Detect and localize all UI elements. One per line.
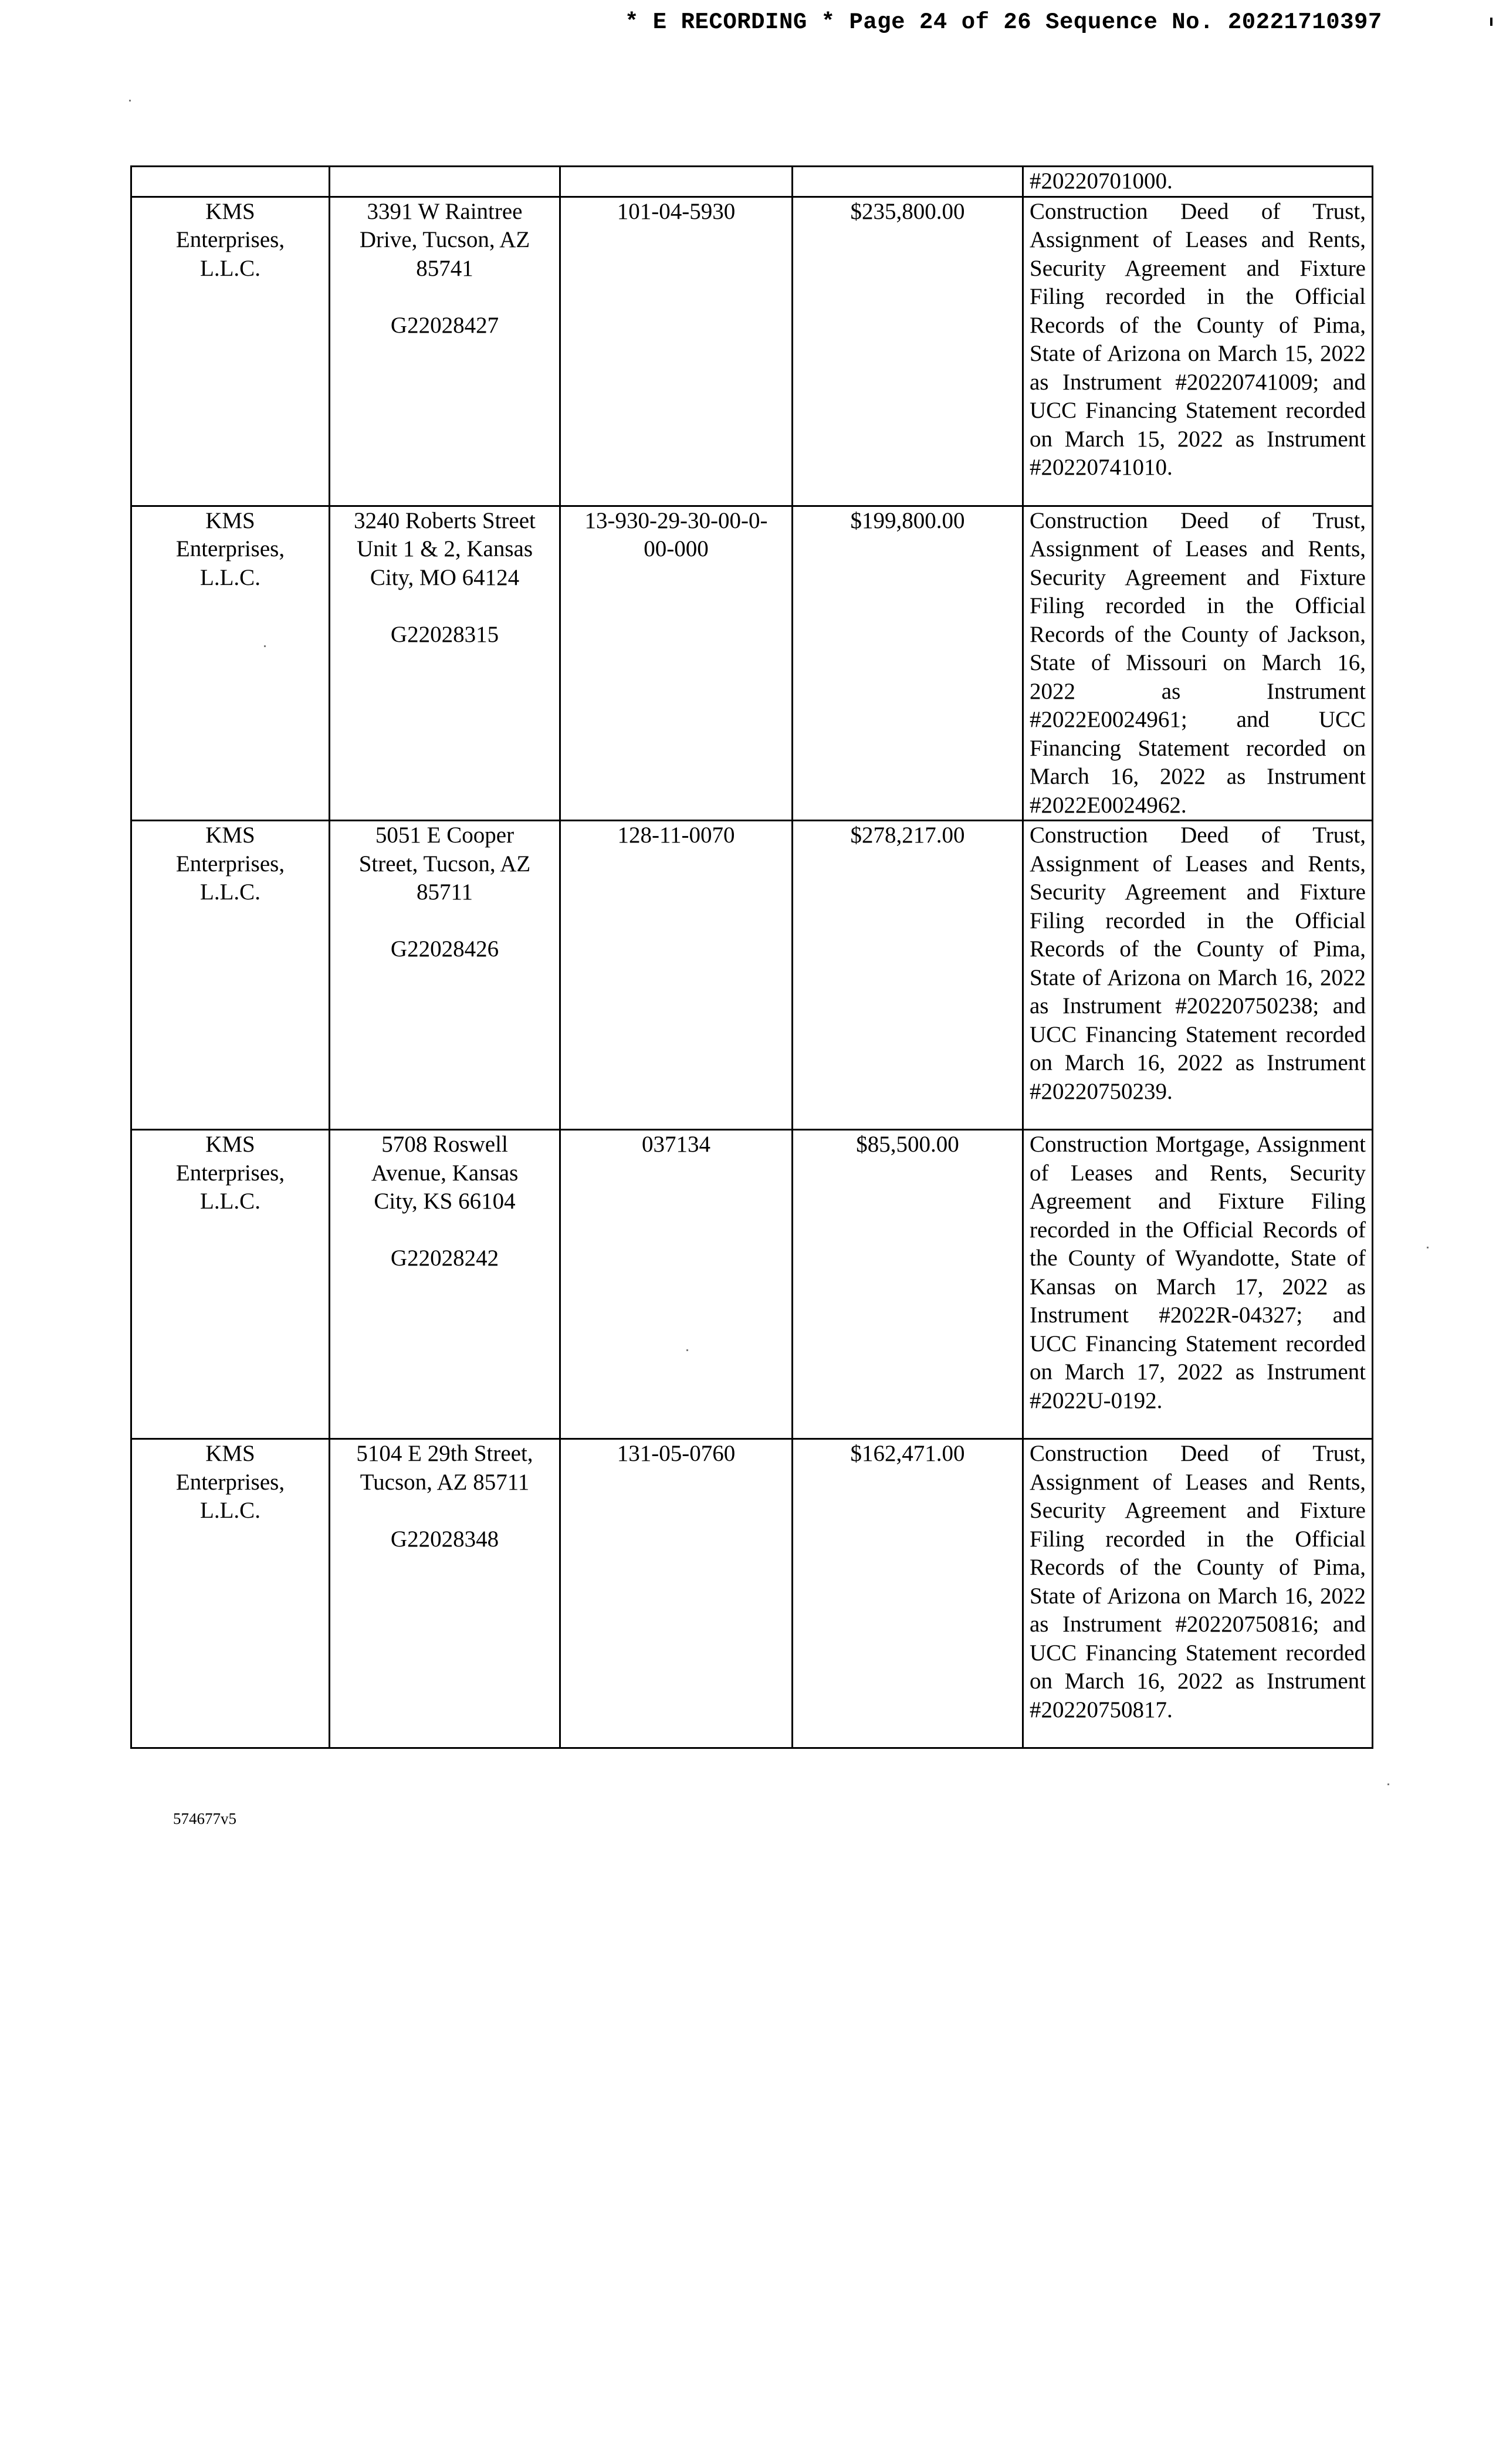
empty-cell	[330, 167, 560, 197]
scan-speck	[1427, 1247, 1429, 1248]
scan-speck	[1490, 18, 1492, 26]
parcel-cell	[560, 197, 793, 506]
table-row	[131, 821, 1373, 1130]
owner-cell	[131, 1130, 330, 1439]
property-code: G22028242	[390, 1245, 499, 1271]
loan-amount: $199,800.00	[850, 507, 965, 533]
empty-cell	[560, 167, 793, 197]
scan-speck	[129, 100, 131, 101]
amount-cell	[793, 506, 1023, 821]
loan-amount: $85,500.00	[856, 1132, 959, 1157]
address-line: Drive, Tucson, AZ	[359, 227, 530, 252]
empty-cell	[793, 167, 1023, 197]
instrument-cell: Construction Deed of Trust, Assignment of Leases and Rents, Security Agreement and Fixture Filing recorded in the Official Records of the County of Pima, State of Arizona on March 16, 2022 as Instrument #20220750816; and UCC Financing Statement recorded on March 16, 2022 as Instrument #20220750817.	[1023, 1439, 1373, 1748]
property-schedule-table	[130, 165, 1373, 1749]
address-line: Tucson, AZ 85711	[360, 1469, 530, 1495]
recording-header: * E RECORDING * Page 24 of 26 Sequence No. 20221710397	[625, 9, 1382, 35]
document-version-id: 574677v5	[173, 1810, 236, 1827]
parcel-number: 128-11-0070	[617, 823, 735, 848]
owner-line: Enterprises,	[175, 1469, 285, 1495]
owner-line: Enterprises,	[175, 851, 285, 876]
address-line: 5051 E Cooper	[375, 823, 515, 848]
loan-amount: $235,800.00	[850, 198, 965, 224]
address-cell	[330, 1439, 560, 1748]
owner-line: Enterprises,	[175, 536, 285, 561]
owner-cell	[131, 197, 330, 506]
empty-cell	[131, 167, 330, 197]
table-row	[131, 197, 1373, 506]
continuation-row	[131, 167, 1373, 197]
address-line: 85711	[416, 879, 473, 905]
parcel-number: 131-05-0760	[617, 1441, 736, 1466]
parcel-number: 037134	[642, 1132, 710, 1157]
loan-amount: $162,471.00	[850, 1441, 965, 1466]
owner-line: L.L.C.	[200, 564, 260, 590]
owner-cell	[131, 821, 330, 1130]
instrument-continuation: #20220701000.	[1023, 167, 1373, 197]
owner-line: L.L.C.	[200, 879, 260, 905]
address-line: 3391 W Raintree	[367, 198, 523, 224]
parcel-cell	[560, 1439, 793, 1748]
owner-cell	[131, 506, 330, 821]
address-cell	[330, 821, 560, 1130]
parcel-number: 00-000	[644, 536, 709, 561]
address-line: Avenue, Kansas	[371, 1160, 519, 1186]
loan-amount: $278,217.00	[850, 823, 965, 848]
table-row	[131, 1439, 1373, 1748]
amount-cell	[793, 1130, 1023, 1439]
parcel-cell	[560, 506, 793, 821]
parcel-cell	[560, 1130, 793, 1439]
instrument-cell: Construction Deed of Trust, Assignment of Leases and Rents, Security Agreement and Fixture Filing recorded in the Official Records of the County of Jackson, State of Missouri on March 16, 2022 as Instrument #2022E0024961; and UCC Financing Statement recorded on March 16, 2022 as Instrument #2022E0024962.	[1023, 506, 1373, 821]
address-line: 85741	[416, 255, 473, 281]
property-code: G22028315	[390, 621, 499, 647]
property-code: G22028427	[390, 312, 499, 338]
amount-cell	[793, 1439, 1023, 1748]
owner-line: KMS	[205, 1441, 255, 1466]
owner-line: L.L.C.	[200, 255, 260, 281]
owner-line: KMS	[205, 823, 255, 848]
table-row	[131, 1130, 1373, 1439]
amount-cell	[793, 197, 1023, 506]
owner-cell	[131, 1439, 330, 1748]
address-cell	[330, 1130, 560, 1439]
address-cell	[330, 506, 560, 821]
owner-line: KMS	[205, 507, 255, 533]
address-cell	[330, 197, 560, 506]
owner-line: KMS	[205, 198, 255, 224]
parcel-cell	[560, 821, 793, 1130]
owner-line: L.L.C.	[200, 1189, 260, 1214]
owner-line: KMS	[205, 1132, 255, 1157]
parcel-number: 101-04-5930	[617, 198, 736, 224]
instrument-cell: Construction Deed of Trust, Assignment of Leases and Rents, Security Agreement and Fixture Filing recorded in the Official Records of the County of Pima, State of Arizona on March 15, 2022 as Instrument #20220741009; and UCC Financing Statement recorded on March 15, 2022 as Instrument #20220741010.	[1023, 197, 1373, 506]
address-line: City, MO 64124	[370, 564, 520, 590]
address-line: 5104 E 29th Street,	[356, 1441, 533, 1466]
instrument-cell: Construction Mortgage, Assignment of Leases and Rents, Security Agreement and Fixture Filing recorded in the Official Records of the County of Wyandotte, State of Kansas on March 17, 2022 as Instrument #2022R-04327; and UCC Financing Statement recorded on March 17, 2022 as Instrument #2022U-0192.	[1023, 1130, 1373, 1439]
scan-speck	[1387, 1783, 1389, 1785]
owner-line: Enterprises,	[175, 1160, 285, 1186]
owner-line: Enterprises,	[175, 227, 285, 252]
parcel-number: 13-930-29-30-00-0-	[584, 507, 768, 533]
address-line: Unit 1 & 2, Kansas	[356, 536, 533, 561]
scan-speck	[264, 645, 266, 647]
address-line: 5708 Roswell	[381, 1132, 508, 1157]
address-line: 3240 Roberts Street	[354, 507, 536, 533]
scan-speck	[686, 1349, 688, 1351]
amount-cell	[793, 821, 1023, 1130]
owner-line: L.L.C.	[200, 1498, 260, 1523]
instrument-cell: Construction Deed of Trust, Assignment of Leases and Rents, Security Agreement and Fixture Filing recorded in the Official Records of the County of Pima, State of Arizona on March 16, 2022 as Instrument #20220750238; and UCC Financing Statement recorded on March 16, 2022 as Instrument #20220750239.	[1023, 821, 1373, 1130]
table-row	[131, 506, 1373, 821]
address-line: City, KS 66104	[374, 1189, 516, 1214]
property-code: G22028348	[390, 1526, 499, 1552]
property-code: G22028426	[390, 936, 499, 962]
address-line: Street, Tucson, AZ	[358, 851, 531, 876]
